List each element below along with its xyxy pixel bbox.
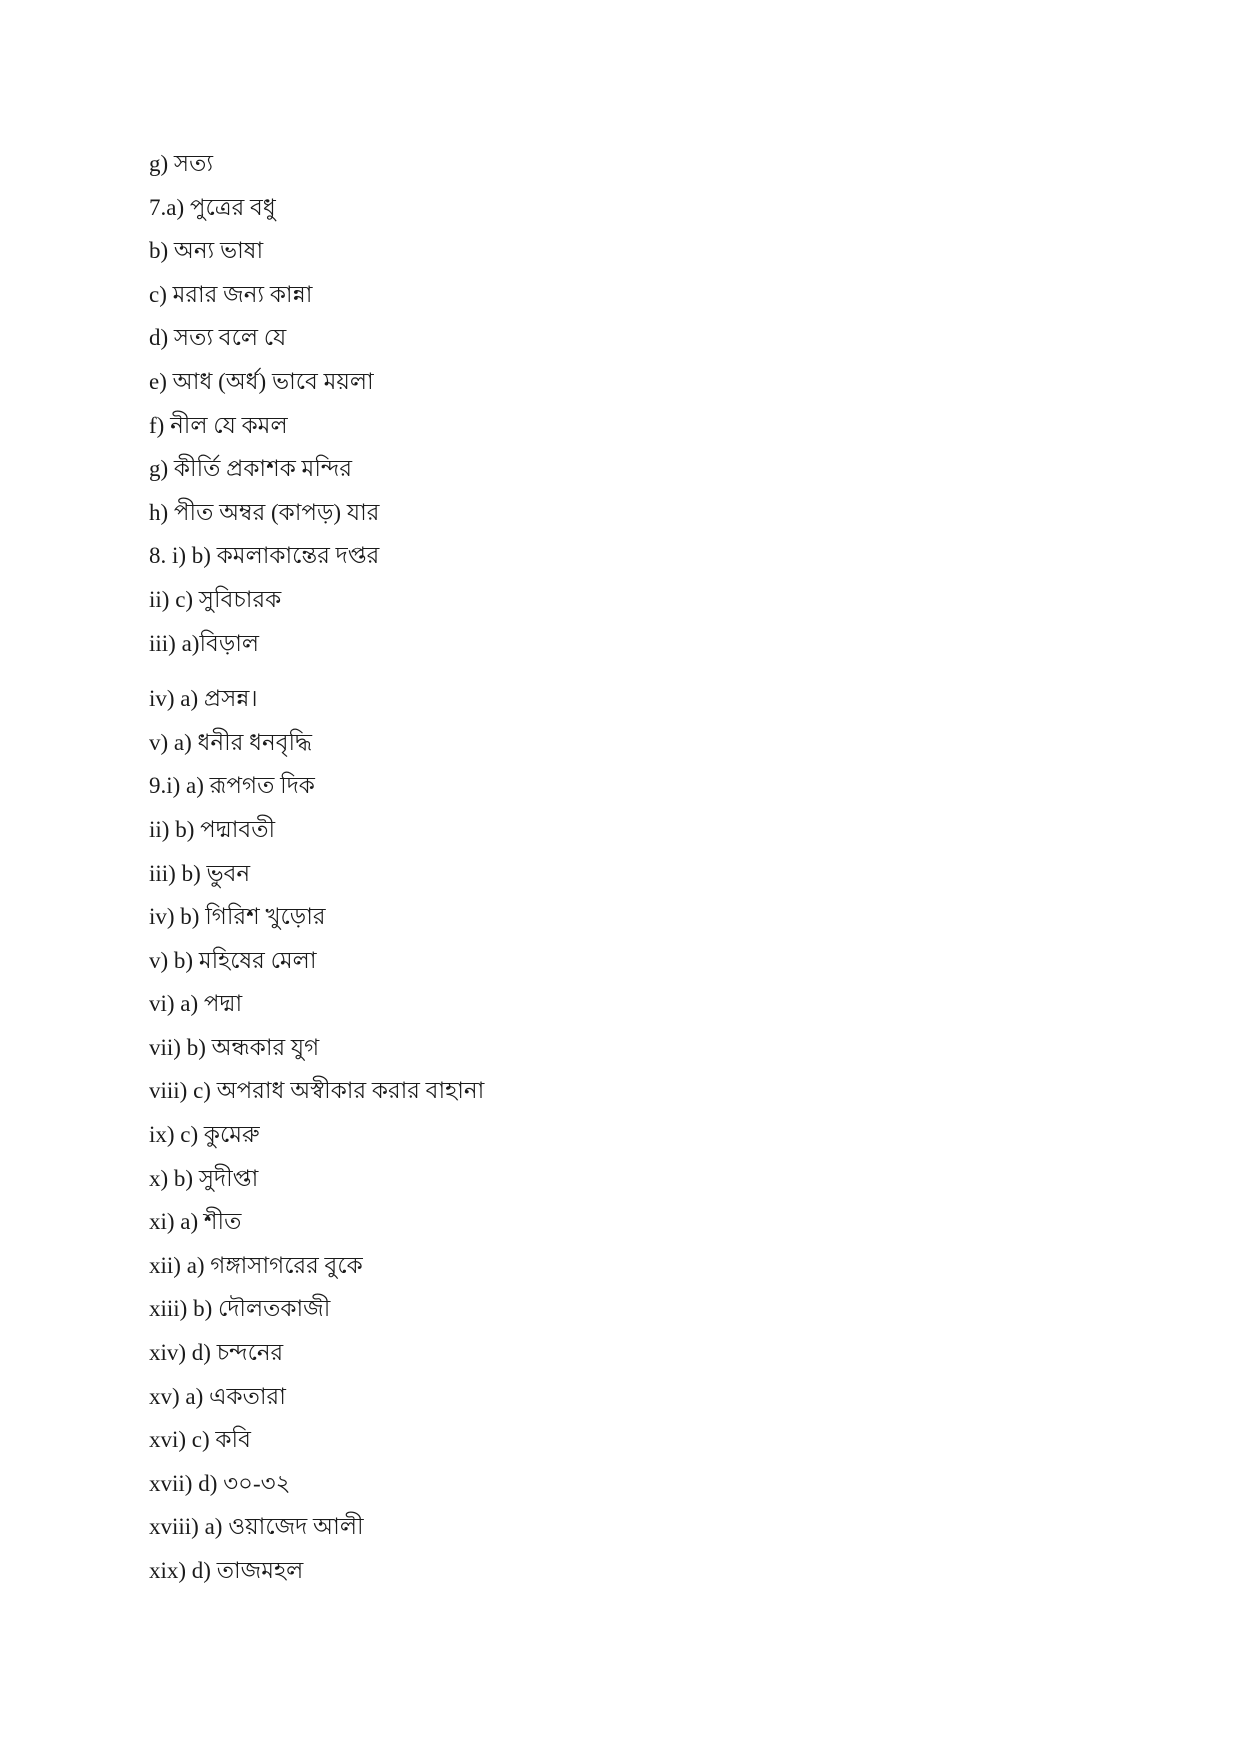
- answer-line-8iii: iii) a)বিড়াল: [149, 630, 260, 656]
- answer-line-8v: v) a) ধনীর ধনবৃদ্ধি: [149, 729, 312, 755]
- answer-list: [149, 142, 484, 1593]
- answer-line-9xvi: xvi) c) কবি: [149, 1427, 251, 1453]
- answer-line-7d: d) সত্য বলে যে: [149, 325, 287, 351]
- answer-line-9ii: ii) b) পদ্মাবতী: [149, 816, 276, 842]
- answer-line-9vi: vi) a) পদ্মা: [149, 991, 243, 1017]
- answer-line-7g: g) কীর্তি প্রকাশক মন্দির: [149, 456, 353, 482]
- answer-line-9xv: xv) a) একতারা: [149, 1383, 286, 1409]
- answer-line-9v: v) b) মহিষের মেলা: [149, 947, 317, 973]
- answer-line-9xi: xi) a) শীত: [149, 1209, 242, 1235]
- answer-line-7a: 7.a) পুত্রের বধু: [149, 194, 276, 220]
- answer-line-9xii: xii) a) গঙ্গাসাগরের বুকে: [149, 1252, 363, 1278]
- answer-line-7e: e) আধ (অর্ধ) ভাবে ময়লা: [149, 368, 374, 394]
- answer-line-9viii: viii) c) অপরাধ অস্বীকার করার বাহানা: [149, 1078, 485, 1104]
- answer-line-9xviii: xviii) a) ওয়াজেদ আলী: [149, 1514, 364, 1540]
- answer-line-7h: h) পীত অম্বর (কাপড়) যার: [149, 499, 380, 525]
- answer-line-9ix: ix) c) কুমেরু: [149, 1122, 260, 1148]
- answer-line-9xiii: xiii) b) দৌলতকাজী: [149, 1296, 331, 1322]
- answer-line-9xiv: xiv) d) চন্দনের: [149, 1340, 284, 1366]
- answer-line-6g: g) সত্য: [149, 151, 214, 176]
- answer-line-9vii: vii) b) অন্ধকার যুগ: [149, 1034, 320, 1060]
- answer-line-9xvii: xvii) d) ৩০-৩২: [149, 1470, 291, 1496]
- answer-line-8i: 8. i) b) কমলাকান্তের দপ্তর: [149, 543, 380, 569]
- answer-line-9iii: iii) b) ভুবন: [149, 860, 251, 886]
- answer-line-9i: 9.i) a) রূপগত দিক: [149, 773, 315, 799]
- answer-line-8iv: iv) a) প্রসন্ন।: [149, 686, 258, 712]
- answer-line-9iv: iv) b) গিরিশ খুড়োর: [149, 904, 326, 930]
- answer-line-9xix: xix) d) তাজমহল: [149, 1558, 304, 1583]
- answer-line-7c: c) মরার জন্য কান্না: [149, 281, 313, 307]
- answer-line-7b: b) অন্য ভাষা: [149, 238, 264, 264]
- answer-line-8ii: ii) c) সুবিচারক: [149, 586, 282, 612]
- answer-line-9x: x) b) সুদীপ্তা: [149, 1165, 259, 1191]
- answer-line-7f: f) নীল যে কমল: [149, 412, 288, 438]
